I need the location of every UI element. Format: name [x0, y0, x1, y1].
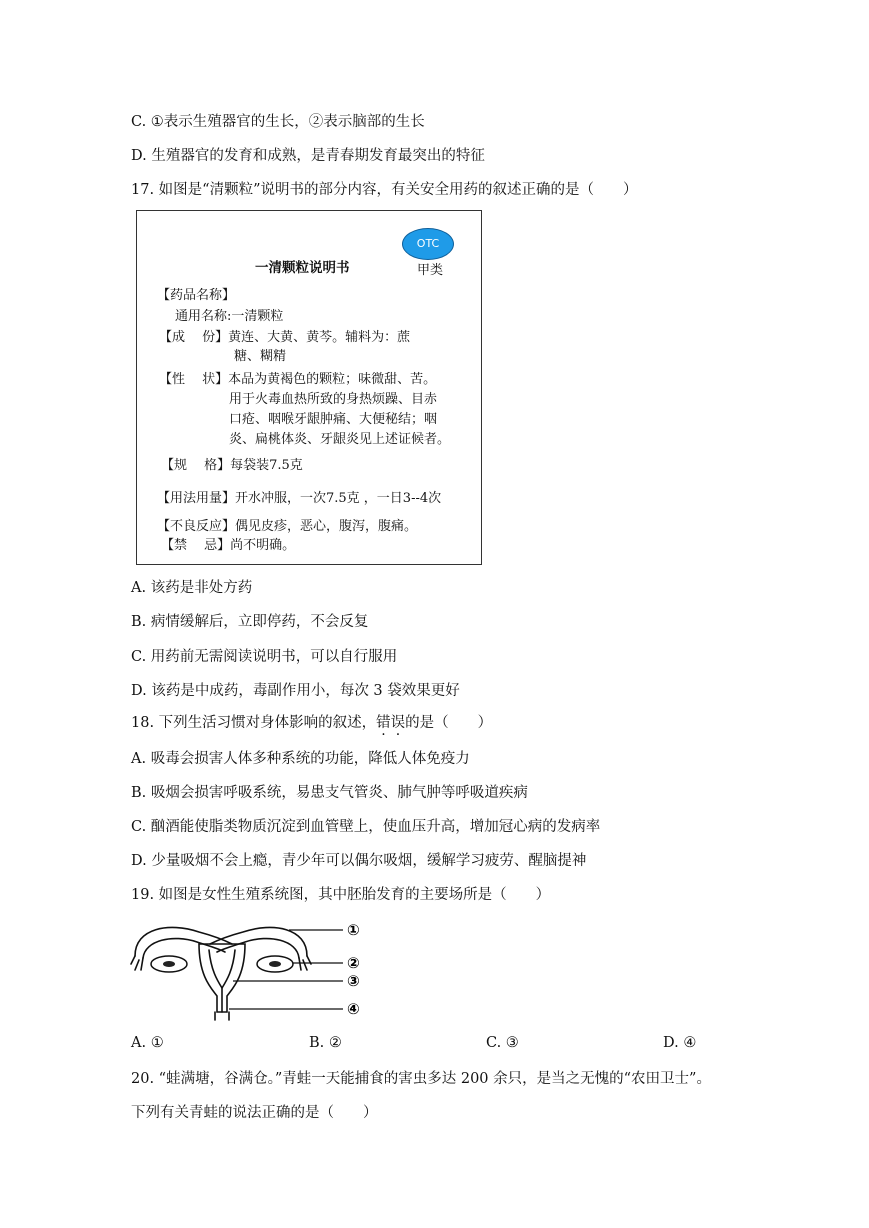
- insert-characteristics: 【性 状】本品为黄褐色的颗粒；味微甜、苦。: [159, 372, 437, 387]
- left-ovary-core: [163, 961, 175, 967]
- right-ovary-core: [269, 961, 281, 967]
- question-19: 19. 如图是女性生殖系统图，其中胚胎发育的主要场所是（ ）: [131, 887, 551, 903]
- question-18: [131, 713, 492, 733]
- insert-contraindication: 【禁 忌】尚不明确。: [161, 538, 296, 553]
- option-17c: C. 用药前无需阅读说明书，可以自行服用: [131, 649, 398, 665]
- insert-generic-name: 通用名称:一清颗粒: [175, 309, 284, 324]
- otc-badge: OTC: [402, 228, 454, 260]
- left-tube-inner: [143, 939, 225, 958]
- medicine-insert-box: [136, 210, 482, 565]
- label-2: ②: [347, 954, 360, 972]
- option-18d: D. 少量吸烟不会上瘾，青少年可以偶尔吸烟，缓解学习疲劳、醒脑提神: [131, 853, 587, 869]
- left-fimbriae: [131, 956, 143, 970]
- option-18c: C. 酗酒能使脂类物质沉淀到血管壁上，使血压升高，增加冠心病的发病率: [131, 819, 601, 835]
- option-17a: A. 该药是非处方药: [131, 580, 253, 596]
- question-20-line-1: 20. “蛙满塘，谷满仓。”青蛙一天能捕食的害虫多达 200 余只，是当之无愧的“农田卫士”。: [131, 1071, 711, 1087]
- option-16d: D. 生殖器官的发育和成熟，是青春期发育最突出的特征: [131, 148, 485, 164]
- option-19b: B. ②: [309, 1035, 342, 1051]
- otc-class-label: 甲类: [417, 263, 444, 278]
- option-17d: D. 该药是中成药，毒副作用小，每次 3 袋效果更好: [131, 683, 460, 699]
- insert-ingredients: 【成 份】黄连、大黄、黄芩。辅料为：蔗: [159, 330, 411, 345]
- insert-spec: 【规 格】每袋装7.5克: [161, 458, 303, 473]
- option-19a: A. ①: [131, 1035, 164, 1051]
- question-17: 17. 如图是“清颗粒”说明书的部分内容，有关安全用药的叙述正确的是（ ）: [131, 182, 638, 198]
- insert-indication-2: 口疮、咽喉牙龈肿痛、大便秘结；咽: [229, 412, 438, 427]
- question-18-pre: 18. 下列生活习惯对身体影响的叙述，: [131, 715, 377, 731]
- insert-adverse: 【不良反应】偶见皮疹，恶心，腹泻，腹痛。: [157, 519, 418, 534]
- insert-indication-3: 炎、扁桃体炎、牙龈炎见上述证候者。: [229, 432, 451, 447]
- label-4: ④: [347, 1000, 360, 1018]
- emphasis-char-1: 错: [376, 715, 391, 731]
- insert-usage: 【用法用量】开水冲服，一次7.5克 ，一日3--4次: [157, 491, 442, 506]
- insert-indication-1: 用于火毒血热所致的身热烦躁、目赤: [229, 392, 438, 407]
- option-16c: C. ①表示生殖器官的生长，②表示脑部的生长: [131, 114, 425, 130]
- option-17b: B. 病情缓解后，立即停药，不会反复: [131, 614, 369, 630]
- question-20-line-2: 下列有关青蛙的说法正确的是（ ）: [131, 1105, 378, 1121]
- label-3: ③: [347, 972, 360, 990]
- option-18a: A. 吸毒会损害人体多种系统的功能，降低人体免疫力: [131, 751, 470, 767]
- vagina: [215, 1012, 229, 1020]
- insert-name-header: 【药品名称】: [157, 288, 236, 303]
- right-tube-inner: [217, 939, 299, 958]
- option-19c: C. ③: [486, 1035, 519, 1051]
- female-reproductive-system-diagram: [129, 916, 374, 1024]
- option-18b: B. 吸烟会损害呼吸系统，易患支气管炎、肺气肿等呼吸道疾病: [131, 785, 528, 801]
- insert-title: 一清颗粒说明书: [255, 260, 350, 276]
- question-18-post: 的是（ ）: [405, 715, 493, 731]
- emphasis-char-2: 误: [390, 715, 406, 731]
- uterus-cavity: [209, 950, 235, 988]
- option-19d: D. ④: [663, 1035, 697, 1051]
- label-1: ①: [347, 921, 360, 939]
- insert-ingredients-cont: 糖、糊精: [234, 349, 287, 364]
